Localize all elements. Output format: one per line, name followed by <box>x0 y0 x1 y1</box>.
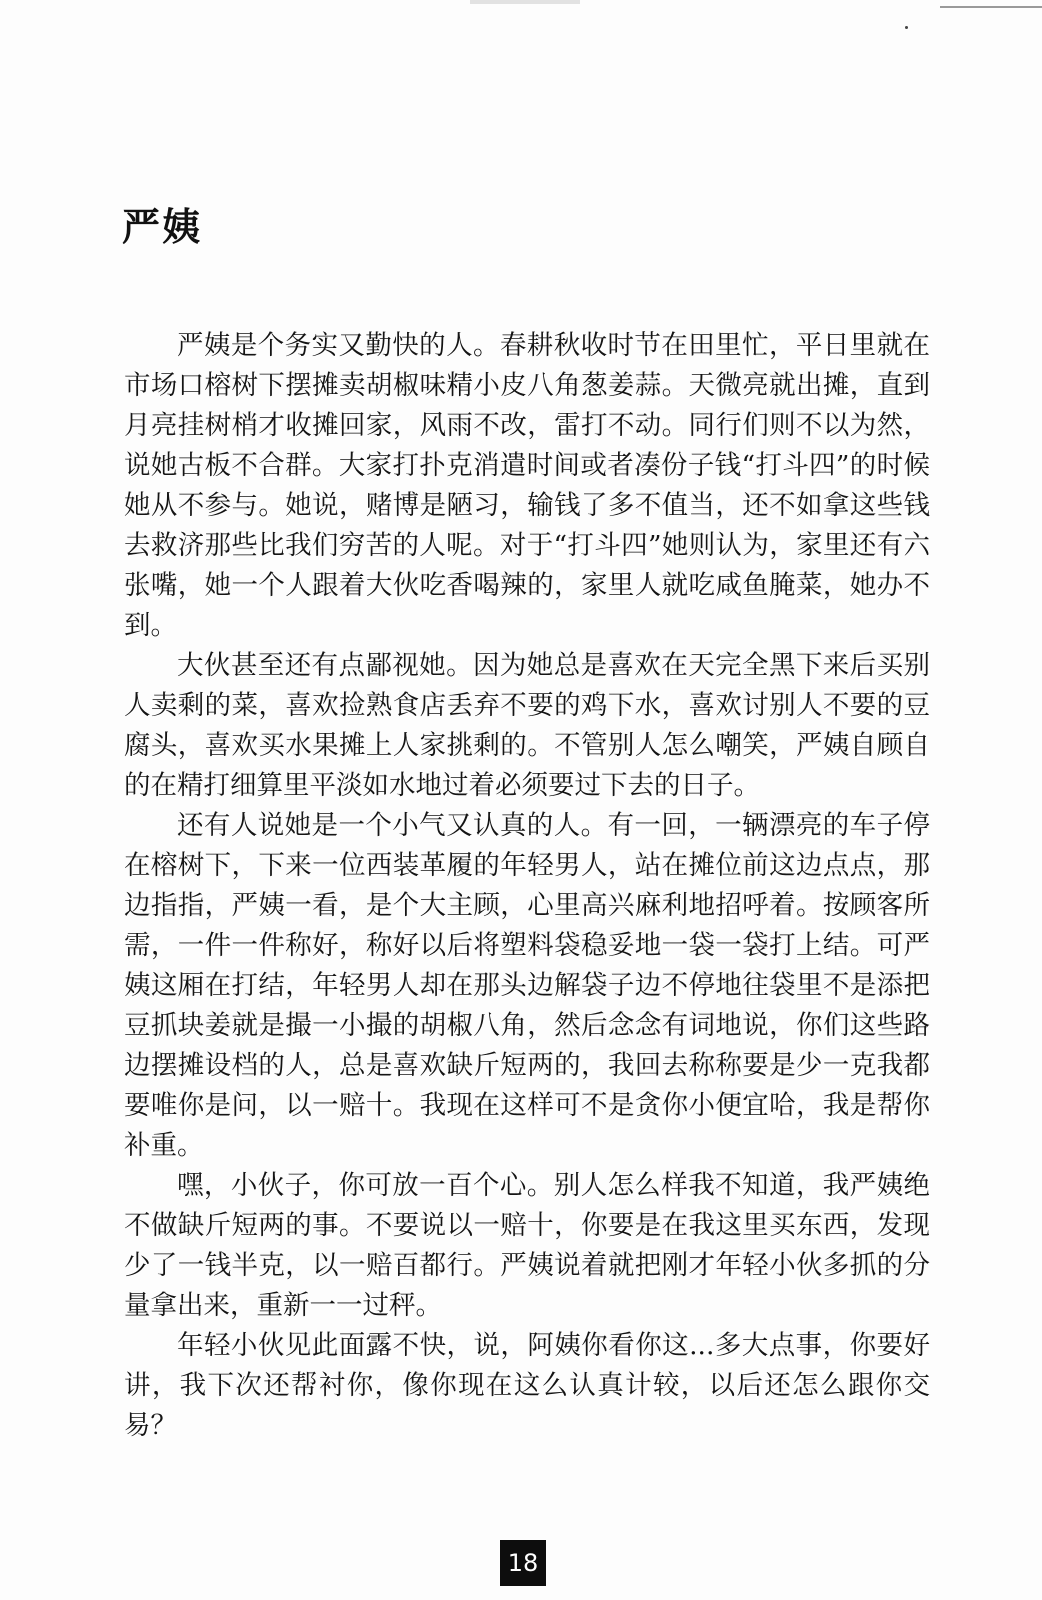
header-smudge <box>470 0 580 4</box>
scan-speck <box>905 26 908 29</box>
chapter-title: 严姨 <box>122 205 203 249</box>
body-text <box>124 326 930 1446</box>
paragraph-5: 年轻小伙见此面露不快，说，阿姨你看你这...多大点事，你要好讲，我下次还帮衬你，像你现在这么认真计较，以后还怎么跟你交易？ <box>124 1330 930 1441</box>
top-rule <box>940 6 1042 8</box>
page-number: 18 <box>507 1549 539 1577</box>
paragraph-3: 还有人说她是一个小气又认真的人。有一回，一辆漂亮的车子停在榕树下，下来一位西装革履的年轻男人，站在摊位前这边点点，那边指指，严姨一看，是个大主顾，心里高兴麻利地招呼着。按顾客所需，一件一件称好，称好以后将塑料袋稳妥地一袋一袋打上结。可严姨这厢在打结，年轻男人却在那头边解袋子边不停地往袋里不是添把豆抓块姜就是撮一小撮的胡椒八角，然后念念有词地说，你们这些路边摆摊设档的人，总是喜欢缺斤短两的，我回去称称要是少一克我都要唯你是问，以一赔十。我现在这样可不是贪你小便宜哈，我是帮你补重。 <box>124 810 930 1161</box>
paragraph-4: 嘿，小伙子，你可放一百个心。别人怎么样我不知道，我严姨绝不做缺斤短两的事。不要说以一赔十，你要是在我这里买东西，发现少了一钱半克，以一赔百都行。严姨说着就把刚才年轻小伙多抓的分量拿出来，重新一一过秤。 <box>124 1170 930 1321</box>
paragraph-2: 大伙甚至还有点鄙视她。因为她总是喜欢在天完全黑下来后买别人卖剩的菜，喜欢捡熟食店丢弃不要的鸡下水，喜欢讨别人不要的豆腐头，喜欢买水果摊上人家挑剩的。不管别人怎么嘲笑，严姨自顾自的在精打细算里平淡如水地过着必须要过下去的日子。 <box>124 650 930 801</box>
paragraph-1: 严姨是个务实又勤快的人。春耕秋收时节在田里忙，平日里就在市场口榕树下摆摊卖胡椒味精小皮八角葱姜蒜。天微亮就出摊，直到月亮挂树梢才收摊回家，风雨不改，雷打不动。同行们则不以为然，说她古板不合群。大家打扑克消遣时间或者凑份子钱“打斗四”的时候她从不参与。她说，赌博是陋习，输钱了多不值当，还不如拿这些钱去救济那些比我们穷苦的人呢。对于“打斗四”她则认为，家里还有六张嘴，她一个人跟着大伙吃香喝辣的，家里人就吃咸鱼腌菜，她办不到。 <box>124 330 930 641</box>
page-number-box <box>500 1540 546 1586</box>
